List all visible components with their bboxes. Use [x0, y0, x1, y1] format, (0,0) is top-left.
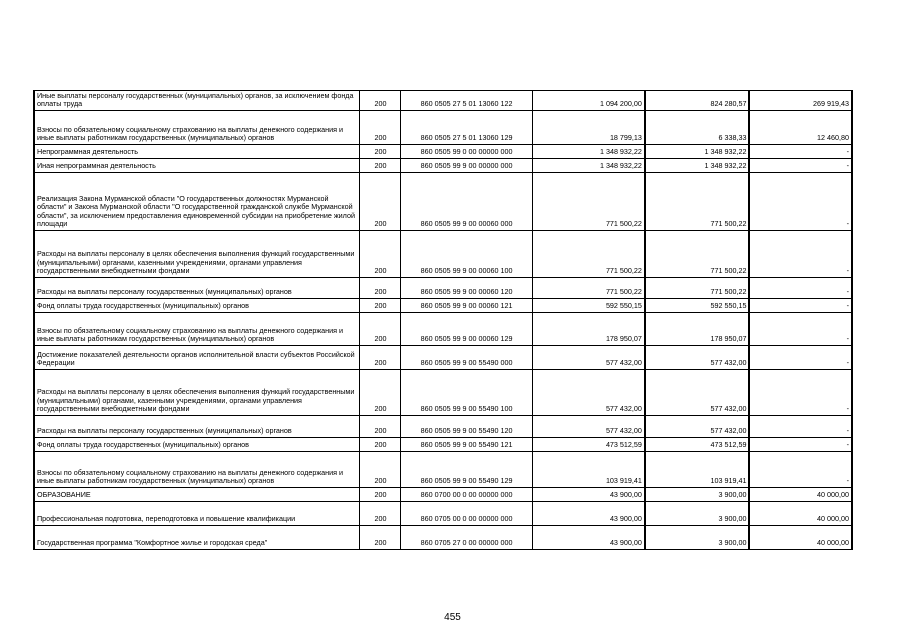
row-executed: 3 900,00 — [645, 502, 750, 526]
row-approved: 473 512,59 — [532, 438, 645, 452]
table-row — [34, 370, 852, 416]
row-executed: 1 348 932,22 — [645, 145, 750, 159]
row-code: 200 — [360, 159, 401, 173]
row-approved: 1 348 932,22 — [532, 159, 645, 173]
budget-execution-table — [33, 90, 853, 550]
row-kbk: 860 0505 99 9 00 55490 000 — [401, 346, 532, 370]
table-row — [34, 313, 852, 346]
table-row — [34, 502, 852, 526]
row-unexecuted: - — [749, 346, 852, 370]
row-name: Взносы по обязательному социальному страхованию на выплаты денежного содержания и иные выплаты работникам государственных (муниципальных) органов — [34, 313, 360, 346]
row-executed: 3 900,00 — [645, 526, 750, 550]
row-approved: 771 500,22 — [532, 173, 645, 231]
row-approved: 43 900,00 — [532, 526, 645, 550]
row-kbk: 860 0505 99 9 00 55490 129 — [401, 452, 532, 488]
row-unexecuted: - — [749, 159, 852, 173]
row-code: 200 — [360, 299, 401, 313]
row-approved: 103 919,41 — [532, 452, 645, 488]
row-executed: 771 500,22 — [645, 173, 750, 231]
row-approved: 577 432,00 — [532, 416, 645, 438]
row-executed: 824 280,57 — [645, 91, 750, 111]
row-name: Иные выплаты персоналу государственных (муниципальных) органов, за исключением фонда оплаты труда — [34, 91, 360, 111]
row-code: 200 — [360, 313, 401, 346]
table-row — [34, 416, 852, 438]
row-kbk: 860 0505 99 9 00 55490 121 — [401, 438, 532, 452]
row-unexecuted: 40 000,00 — [749, 488, 852, 502]
row-code: 200 — [360, 370, 401, 416]
row-approved: 592 550,15 — [532, 299, 645, 313]
table-row — [34, 231, 852, 278]
row-executed: 577 432,00 — [645, 416, 750, 438]
row-kbk: 860 0705 27 0 00 00000 000 — [401, 526, 532, 550]
row-code: 200 — [360, 452, 401, 488]
row-code: 200 — [360, 278, 401, 299]
table-row — [34, 452, 852, 488]
row-name: Иная непрограммная деятельность — [34, 159, 360, 173]
row-approved: 771 500,22 — [532, 278, 645, 299]
row-executed: 577 432,00 — [645, 370, 750, 416]
row-name: Взносы по обязательному социальному страхованию на выплаты денежного содержания и иные выплаты работникам государственных (муниципальных) органов — [34, 452, 360, 488]
row-name: ОБРАЗОВАНИЕ — [34, 488, 360, 502]
page-number: 455 — [444, 612, 461, 623]
row-kbk: 860 0505 99 9 00 55490 100 — [401, 370, 532, 416]
table-row — [34, 299, 852, 313]
row-executed: 592 550,15 — [645, 299, 750, 313]
row-unexecuted: 40 000,00 — [749, 502, 852, 526]
row-executed: 771 500,22 — [645, 231, 750, 278]
row-unexecuted: - — [749, 416, 852, 438]
row-executed: 178 950,07 — [645, 313, 750, 346]
row-name: Взносы по обязательному социальному страхованию на выплаты денежного содержания и иные выплаты работникам государственных (муниципальных) органов — [34, 111, 360, 145]
row-executed: 473 512,59 — [645, 438, 750, 452]
row-code: 200 — [360, 526, 401, 550]
row-executed: 6 338,33 — [645, 111, 750, 145]
row-unexecuted: - — [749, 173, 852, 231]
table-row — [34, 526, 852, 550]
row-kbk: 860 0505 99 9 00 00060 100 — [401, 231, 532, 278]
row-code: 200 — [360, 416, 401, 438]
table-row — [34, 145, 852, 159]
table-row — [34, 346, 852, 370]
row-kbk: 860 0505 99 9 00 00060 120 — [401, 278, 532, 299]
row-kbk: 860 0700 00 0 00 00000 000 — [401, 488, 532, 502]
row-executed: 1 348 932,22 — [645, 159, 750, 173]
row-code: 200 — [360, 502, 401, 526]
table-row — [34, 278, 852, 299]
row-kbk: 860 0705 00 0 00 00000 000 — [401, 502, 532, 526]
row-unexecuted: 269 919,43 — [749, 91, 852, 111]
table-row — [34, 173, 852, 231]
row-name: Непрограммная деятельность — [34, 145, 360, 159]
row-kbk: 860 0505 27 5 01 13060 122 — [401, 91, 532, 111]
row-unexecuted: - — [749, 299, 852, 313]
row-approved: 1 094 200,00 — [532, 91, 645, 111]
row-name: Фонд оплаты труда государственных (муниципальных) органов — [34, 438, 360, 452]
row-code: 200 — [360, 346, 401, 370]
row-approved: 1 348 932,22 — [532, 145, 645, 159]
row-code: 200 — [360, 488, 401, 502]
row-name: Расходы на выплаты персоналу в целях обеспечения выполнения функций государственными (муниципальными) органами, казенными учреждениями, органами управления государственными внебюджетными фондами — [34, 231, 360, 278]
table-row — [34, 159, 852, 173]
row-name: Достижение показателей деятельности органов исполнительной власти субъектов Российской Федерации — [34, 346, 360, 370]
row-name: Расходы на выплаты персоналу в целях обеспечения выполнения функций государственными (муниципальными) органами, казенными учреждениями, органами управления государственными внебюджетными фондами — [34, 370, 360, 416]
row-executed: 577 432,00 — [645, 346, 750, 370]
row-code: 200 — [360, 111, 401, 145]
row-name: Расходы на выплаты персоналу государственных (муниципальных) органов — [34, 278, 360, 299]
row-kbk: 860 0505 99 0 00 00000 000 — [401, 145, 532, 159]
row-kbk: 860 0505 99 9 00 00060 129 — [401, 313, 532, 346]
row-approved: 577 432,00 — [532, 346, 645, 370]
row-approved: 771 500,22 — [532, 231, 645, 278]
row-approved: 43 900,00 — [532, 502, 645, 526]
row-name: Реализация Закона Мурманской области "О государственных должностях Мурманской области" и Закона Мурманской области "О государственной гражданской службе Мурманской области", за исключением предоставления единовременной субсидии на приобретение жилой площади — [34, 173, 360, 231]
row-unexecuted: - — [749, 313, 852, 346]
row-name: Профессиональная подготовка, переподготовка и повышение квалификации — [34, 502, 360, 526]
row-unexecuted: 12 460,80 — [749, 111, 852, 145]
row-kbk: 860 0505 99 9 00 00060 121 — [401, 299, 532, 313]
table-row — [34, 438, 852, 452]
row-code: 200 — [360, 173, 401, 231]
row-unexecuted: - — [749, 278, 852, 299]
row-kbk: 860 0505 99 9 00 55490 120 — [401, 416, 532, 438]
row-unexecuted: - — [749, 145, 852, 159]
row-executed: 103 919,41 — [645, 452, 750, 488]
row-executed: 771 500,22 — [645, 278, 750, 299]
row-executed: 3 900,00 — [645, 488, 750, 502]
row-unexecuted: - — [749, 231, 852, 278]
row-approved: 178 950,07 — [532, 313, 645, 346]
row-unexecuted: 40 000,00 — [749, 526, 852, 550]
row-code: 200 — [360, 145, 401, 159]
row-name: Расходы на выплаты персоналу государственных (муниципальных) органов — [34, 416, 360, 438]
table-row — [34, 111, 852, 145]
table-row — [34, 488, 852, 502]
row-kbk: 860 0505 99 9 00 00000 000 — [401, 159, 532, 173]
row-unexecuted: - — [749, 370, 852, 416]
row-approved: 18 799,13 — [532, 111, 645, 145]
row-code: 200 — [360, 231, 401, 278]
row-unexecuted: - — [749, 452, 852, 488]
row-approved: 577 432,00 — [532, 370, 645, 416]
row-name: Государственная программа "Комфортное жилье и городская среда" — [34, 526, 360, 550]
row-unexecuted: - — [749, 438, 852, 452]
row-name: Фонд оплаты труда государственных (муниципальных) органов — [34, 299, 360, 313]
row-kbk: 860 0505 27 5 01 13060 129 — [401, 111, 532, 145]
row-code: 200 — [360, 438, 401, 452]
row-kbk: 860 0505 99 9 00 00060 000 — [401, 173, 532, 231]
row-code: 200 — [360, 91, 401, 111]
table-body — [34, 91, 852, 550]
table-row — [34, 91, 852, 111]
row-approved: 43 900,00 — [532, 488, 645, 502]
